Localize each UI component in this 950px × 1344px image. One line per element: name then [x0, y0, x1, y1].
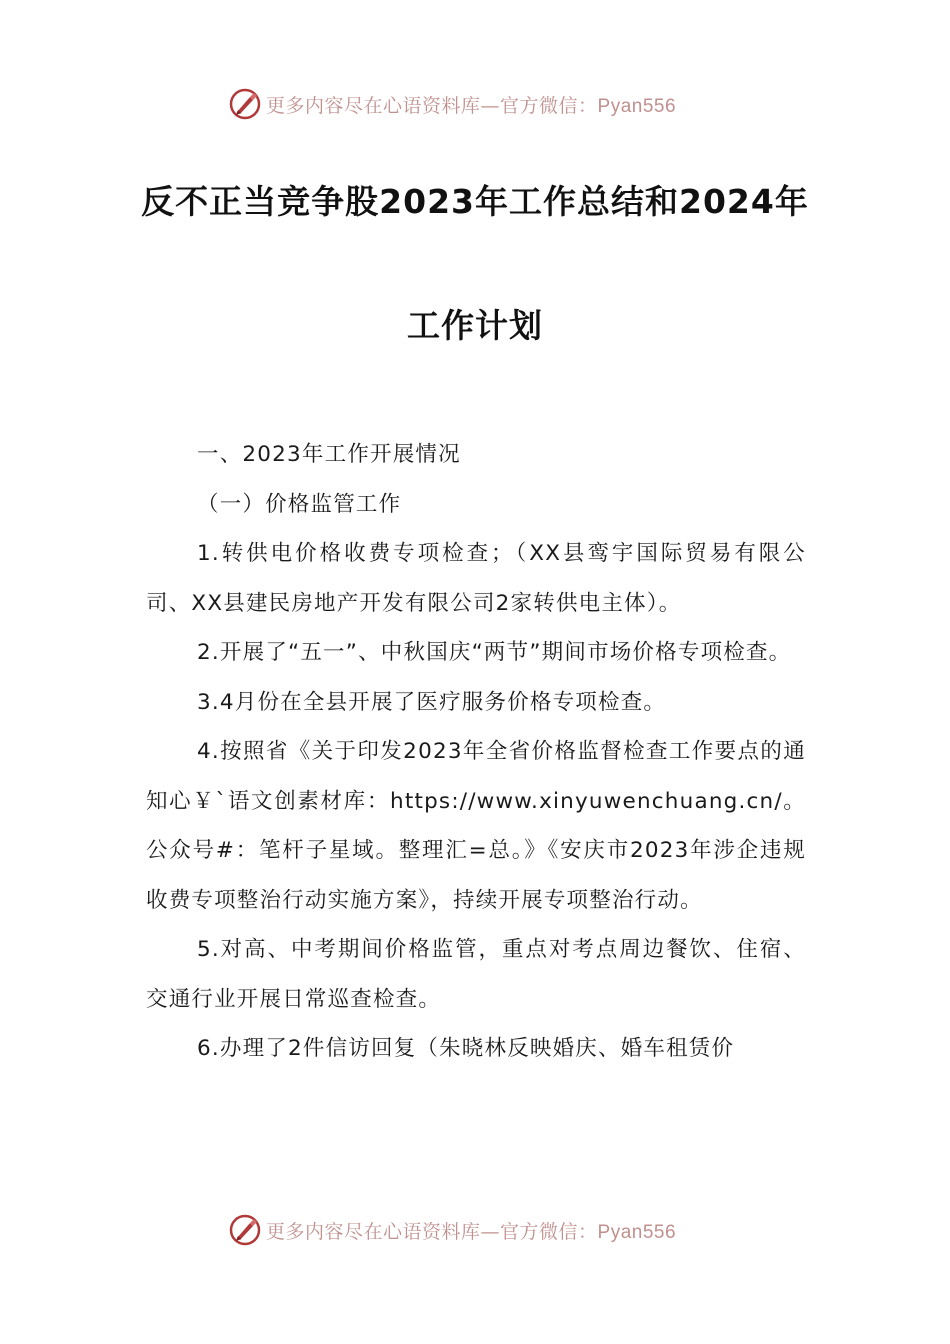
paragraph-item-3: 3.4月份在全县开展了医疗服务价格专项检查。 [197, 689, 667, 715]
watermark-banner-bottom [0, 1210, 950, 1250]
subsection-heading: （一）价格监管工作 [197, 491, 402, 517]
watermark-text-cn: 更多内容尽在心语资料库—官方微信： [266, 94, 598, 117]
watermark-text [266, 1217, 676, 1244]
paragraph-item-4: 4.按照省《关于印发2023年全省价格监督检查工作要点的通知心￥`语文创素材库：https://www.xinyuwenchuang.cn/。公众号#：笔杆子星域。整理汇=总。》《安庆市2023年涉企违规收费专项整治行动实施方案》，持续开展专项整治行动。 [146, 739, 806, 913]
paragraph-item-2: 2.开展了“五一”、中秋国庆“两节”期间市场价格专项检查。 [197, 640, 792, 665]
watermark-wechat-id: Pyan556 [597, 1221, 677, 1243]
document-body [146, 430, 806, 1074]
paragraph-item-5: 5.对高、中考期间价格监管，重点对考点周边餐饮、住宿、交通行业开展日常巡查检查。 [146, 937, 806, 1012]
paragraph-item-6: 6.办理了2件信访回复（朱晓林反映婚庆、婚车租赁价 [197, 1036, 735, 1061]
document-title-line-1: 反不正当竞争股2023年工作总结和2024年 [141, 182, 809, 221]
section-heading: 一、2023年工作开展情况 [197, 442, 461, 467]
pen-circle-logo-icon [228, 87, 262, 121]
pen-circle-logo-icon [228, 1213, 262, 1247]
document-title-line-2: 工作计划 [407, 306, 543, 345]
watermark-wechat-id: Pyan556 [597, 95, 677, 117]
paragraph-item-1: 1.转供电价格收费专项检查；（XX县鸾宇国际贸易有限公司、XX县建民房地产开发有限公司2家转供电主体）。 [146, 541, 806, 616]
watermark-text-cn: 更多内容尽在心语资料库—官方微信： [266, 1220, 598, 1243]
watermark-text [266, 91, 676, 118]
watermark-banner-top [0, 84, 950, 124]
